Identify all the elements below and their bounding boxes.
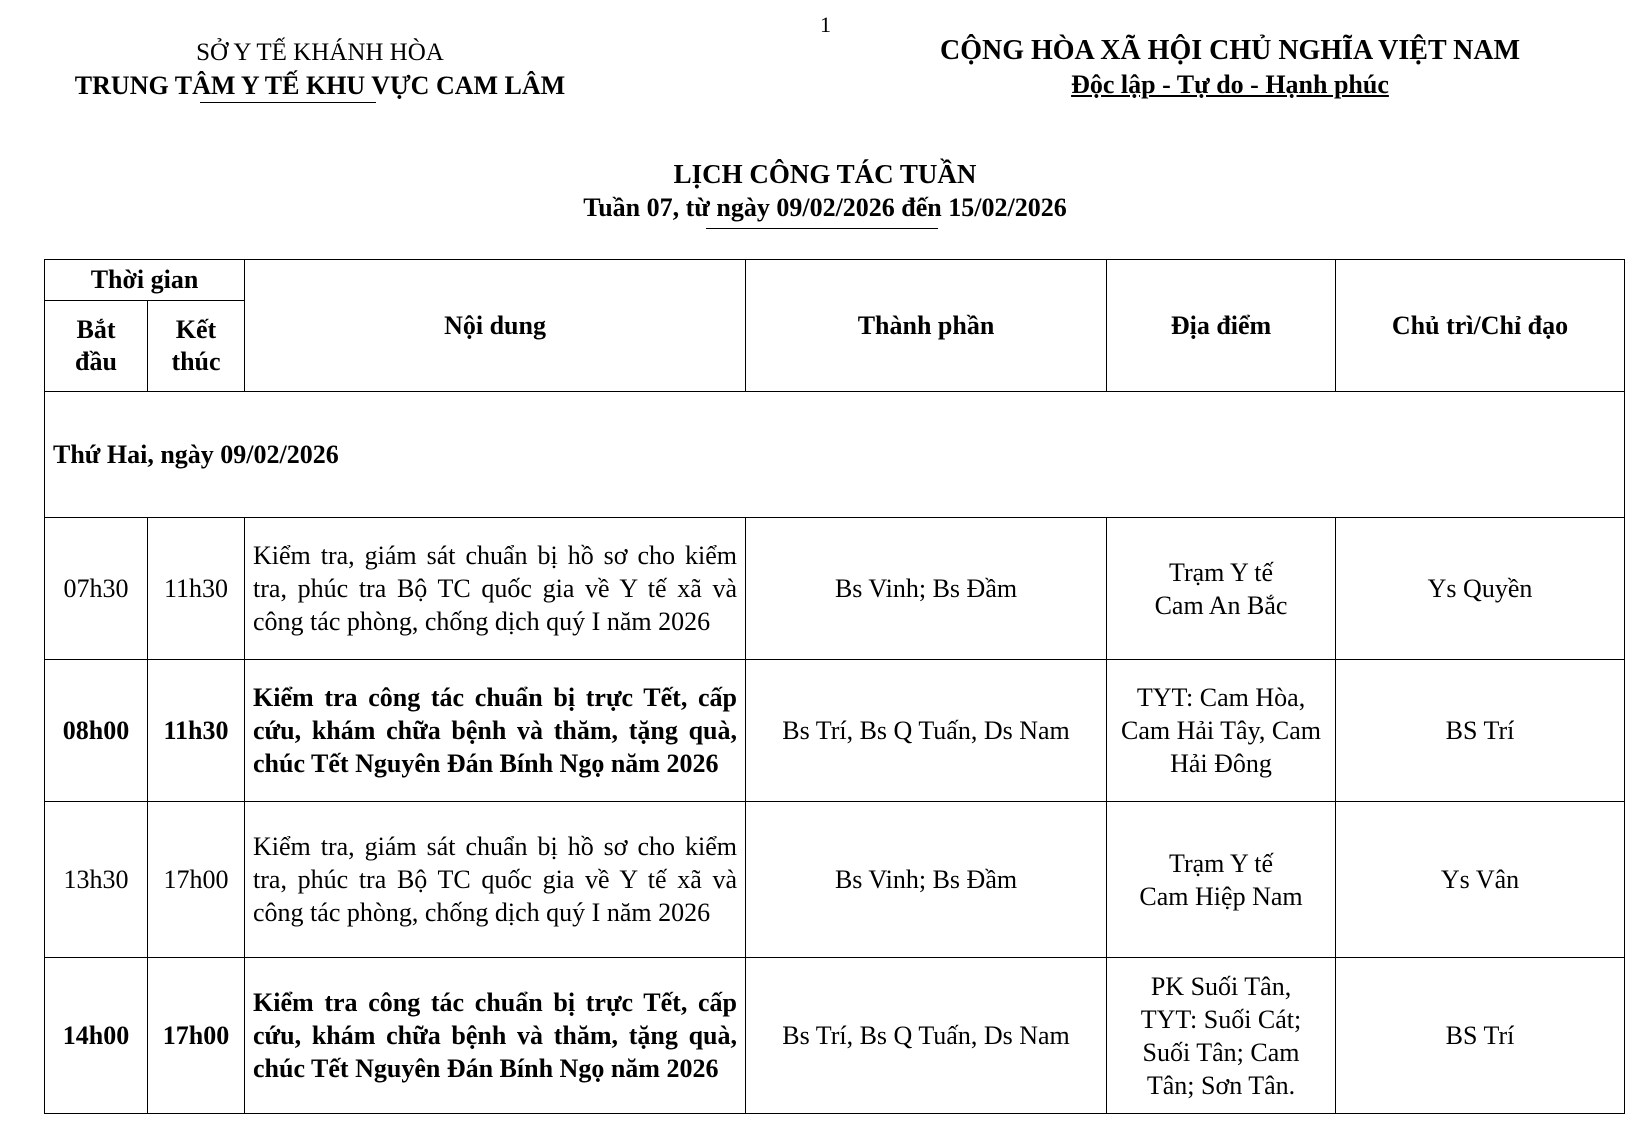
end-time: 11h30 — [148, 660, 245, 802]
header-time: Thời gian — [45, 260, 245, 301]
chair-cell: BS Trí — [1336, 958, 1625, 1114]
document-title — [0, 158, 1650, 224]
location-line: Cam An Bắc — [1154, 590, 1288, 620]
location-cell — [1107, 802, 1336, 958]
content-cell: Kiểm tra, giám sát chuẩn bị hồ sơ cho kiểm tra, phúc tra Bộ TC quốc gia về Y tế xã và công tác phòng, chống dịch quý I năm 2026 — [245, 802, 746, 958]
location-cell — [1107, 518, 1336, 660]
location-line: Cam Hải Tây, Cam — [1121, 716, 1322, 745]
location-line: TYT: Suối Cát; — [1140, 1004, 1302, 1034]
chair-cell: Ys Vân — [1336, 802, 1625, 958]
header-start: Bắt đầu — [45, 301, 148, 392]
participants-cell: Bs Vinh; Bs Đầm — [746, 518, 1107, 660]
participants-cell: Bs Trí, Bs Q Tuấn, Ds Nam — [746, 660, 1107, 802]
end-time: 11h30 — [148, 518, 245, 660]
location-line: Trạm Y tế — [1169, 557, 1274, 587]
schedule-table — [44, 259, 1625, 1114]
start-time: 07h30 — [45, 518, 148, 660]
content-cell: Kiểm tra công tác chuẩn bị trực Tết, cấp cứu, khám chữa bệnh và thăm, tặng quà, chúc Tết Nguyên Đán Bính Ngọ năm 2026 — [245, 660, 746, 802]
title-underline — [706, 228, 938, 229]
participants-cell: Bs Vinh; Bs Đầm — [746, 802, 1107, 958]
header-right — [900, 34, 1560, 102]
location-line: Tân; Sơn Tân. — [1146, 1070, 1296, 1100]
header-left — [40, 36, 600, 102]
day-label: Thứ Hai, ngày 09/02/2026 — [45, 392, 1625, 518]
location-line: Cam Hiệp Nam — [1139, 881, 1303, 911]
table-row — [45, 958, 1625, 1114]
national-motto: Độc lập - Tự do - Hạnh phúc — [1071, 70, 1389, 99]
location-cell — [1107, 660, 1336, 802]
start-time: 08h00 — [45, 660, 148, 802]
location-cell — [1107, 958, 1336, 1114]
title-main: LỊCH CÔNG TÁC TUẦN — [673, 159, 977, 189]
header-location: Địa điểm — [1107, 260, 1336, 392]
location-line: PK Suối Tân, — [1150, 971, 1292, 1001]
header-end: Kết thúc — [148, 301, 245, 392]
location-line: Hải Đông — [1170, 749, 1272, 778]
table-row — [45, 802, 1625, 958]
day-row — [45, 392, 1625, 518]
header-participants: Thành phần — [746, 260, 1107, 392]
location-line: Trạm Y tế — [1169, 848, 1274, 878]
organization-name: TRUNG TÂM Y TẾ KHU VỰC CAM LÂM — [74, 71, 566, 100]
location-line: TYT: Cam Hòa, — [1136, 683, 1306, 712]
end-time: 17h00 — [148, 802, 245, 958]
table-row — [45, 660, 1625, 802]
content-cell: Kiểm tra, giám sát chuẩn bị hồ sơ cho kiểm tra, phúc tra Bộ TC quốc gia về Y tế xã và công tác phòng, chống dịch quý I năm 2026 — [245, 518, 746, 660]
start-time: 14h00 — [45, 958, 148, 1114]
end-time: 17h00 — [148, 958, 245, 1114]
title-sub: Tuần 07, từ ngày 09/02/2026 đến 15/02/2026 — [583, 193, 1067, 222]
header-row-1 — [45, 260, 1625, 301]
header-chair: Chủ trì/Chỉ đạo — [1336, 260, 1625, 392]
department-name: SỞ Y TẾ KHÁNH HÒA — [196, 39, 444, 66]
content-cell: Kiểm tra công tác chuẩn bị trực Tết, cấp cứu, khám chữa bệnh và thăm, tặng quà, chúc Tết Nguyên Đán Bính Ngọ năm 2026 — [245, 958, 746, 1114]
page-number: 1 — [820, 12, 831, 37]
header-left-underline — [200, 102, 376, 103]
participants-cell: Bs Trí, Bs Q Tuấn, Ds Nam — [746, 958, 1107, 1114]
header-content: Nội dung — [245, 260, 746, 392]
location-line: Suối Tân; Cam — [1142, 1037, 1300, 1067]
chair-cell: BS Trí — [1336, 660, 1625, 802]
national-title: CỘNG HÒA XÃ HỘI CHỦ NGHĨA VIỆT NAM — [939, 35, 1521, 66]
table-row — [45, 518, 1625, 660]
start-time: 13h30 — [45, 802, 148, 958]
chair-cell: Ys Quyền — [1336, 518, 1625, 660]
